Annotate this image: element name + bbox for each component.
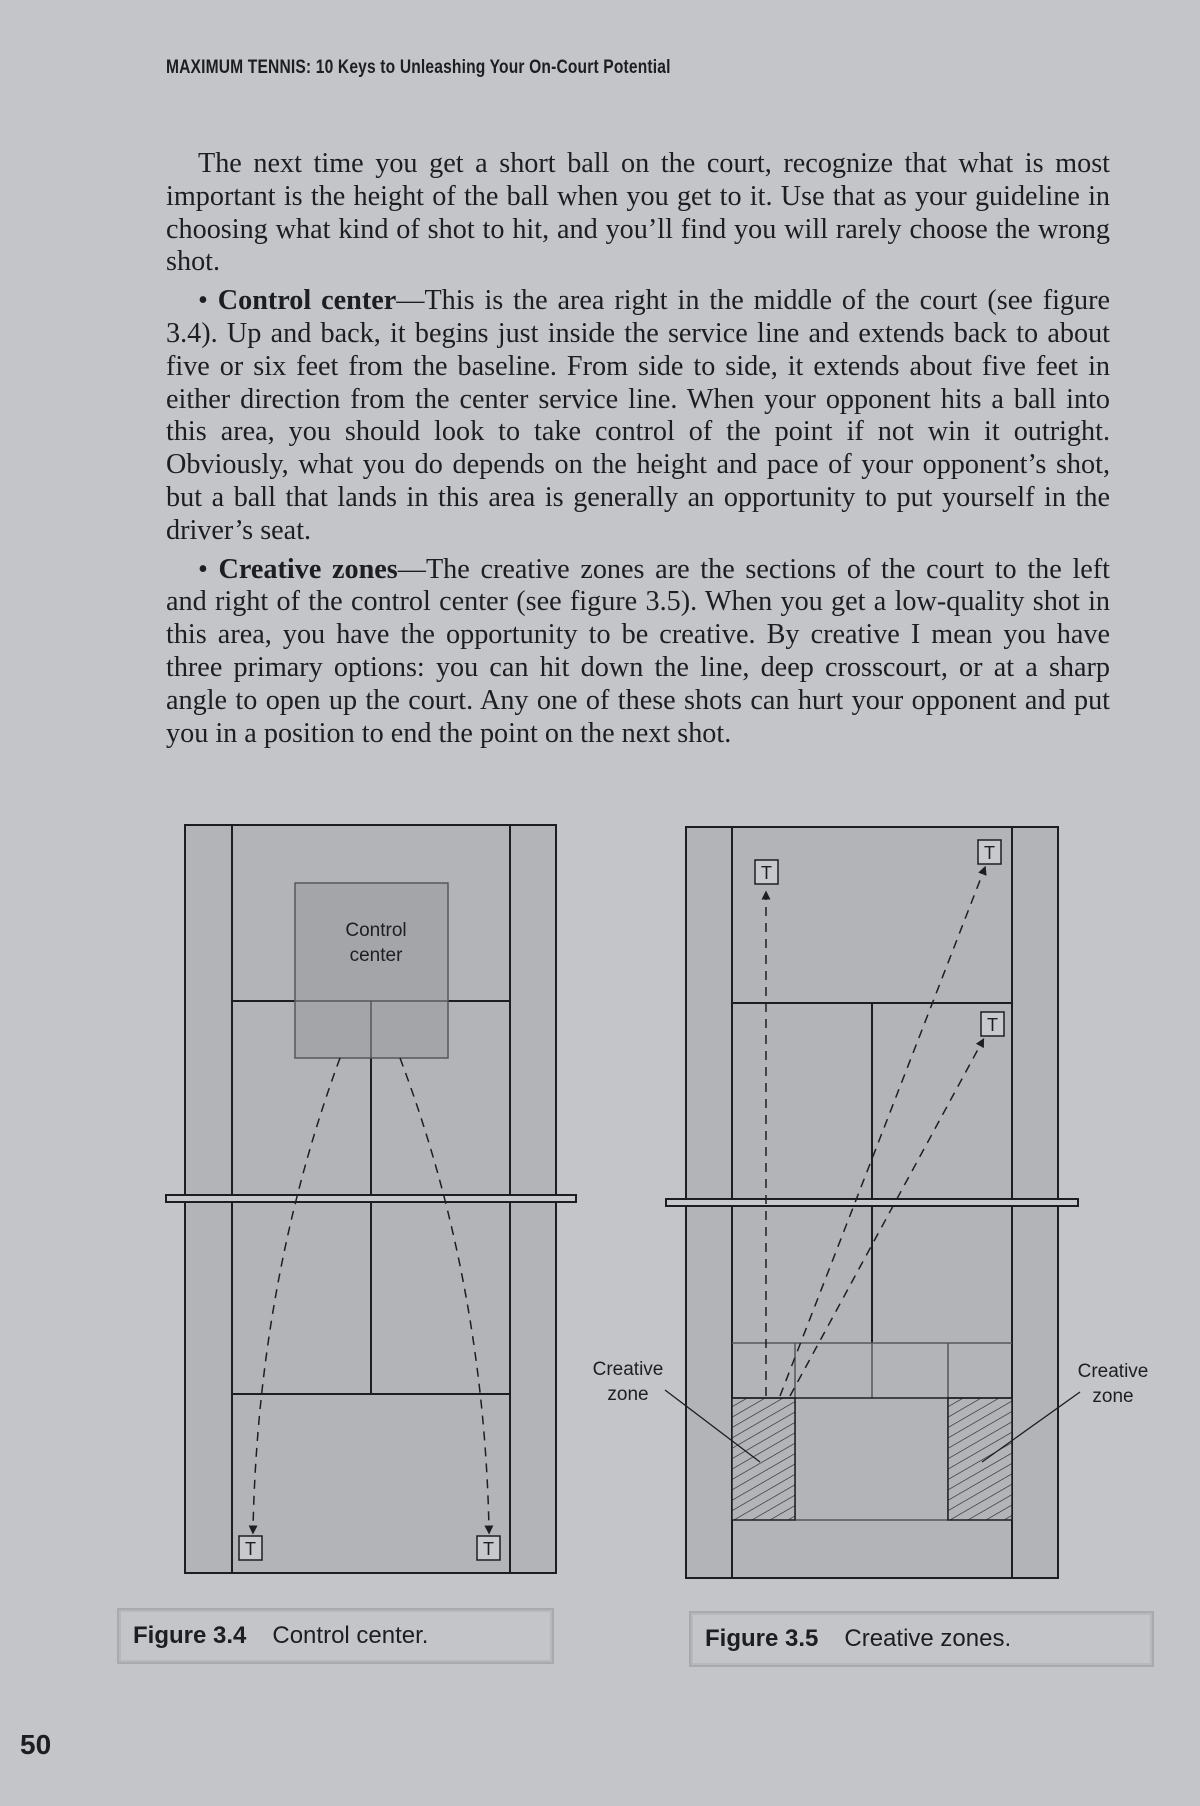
target-box bbox=[755, 860, 778, 884]
creative-zone-label-right-line1: Creative bbox=[1077, 1361, 1149, 1382]
caption-label: Figure 3.5 bbox=[705, 1625, 819, 1652]
svg-text:T: T bbox=[761, 863, 772, 883]
bullet-text: —This is the area right in the middle of the court (see figure 3.4). Up and back, it begins just inside the service line and extends back to about five or six feet from the baseline. From side to side, it extends about five feet in either direction from the center service line. When your opponent hits a ball into this area, you should look to take control of the point if not win it outright. Obviously, what you do depends on the height and pace of your opponent’s shot, but a ball that lands in this area is generally an opportunity to put yourself in the driver’s seat. bbox=[166, 285, 1111, 546]
creative-zone-label-right-line2: zone bbox=[1092, 1386, 1134, 1407]
running-head: MAXIMUM TENNIS: 10 Keys to Unleashing Your On-Court Potential bbox=[166, 57, 671, 78]
bullet-creative-zones: • Creative zones—The creative zones are the sections of the court to the left and right of the control center (see figure 3.5). When you get a low-quality shot in this area, you have the opportunity to be creative. By creative I mean you have three primary options: you can hit down the line, deep crosscourt, or at a sharp angle to open up the court. Any one of these shots can hurt your opponent and put you in a position to end the point on the next shot. bbox=[166, 553, 1110, 749]
bullet-term: Control center bbox=[217, 285, 397, 317]
bullet-control-center: • Control center—This is the area right in the middle of the court (see figure 3.4). Up and back, it begins just inside the service line and extends back to about five or six feet from the baseline. From side to side, it extends about five feet in either direction from the center service line. When your opponent hits a ball into this area, you should look to take control of the point if not win it outright. Obviously, what you do depends on the height and pace of your opponent’s shot, but a ball that lands in this area is generally an opportunity to put yourself in the driver’s seat. bbox=[166, 285, 1111, 546]
creative-zone-right bbox=[948, 1398, 1012, 1520]
caption-text: Control center. bbox=[272, 1622, 429, 1649]
bullet-text: —The creative zones are the sections of the court to the left and right of the control center (see figure 3.5). When you get a low-quality shot in this area, you have the opportunity to be creative. By creative I mean you have three primary options: you can hit down the line, deep crosscourt, or at a sharp angle to open up the court. Any one of these shots can hurt your opponent and put you in a position to end the point on the next shot. bbox=[166, 553, 1110, 749]
caption-label: Figure 3.4 bbox=[133, 1622, 247, 1649]
bullet-term: Creative zones bbox=[218, 553, 398, 585]
page-number: 50 bbox=[20, 1729, 52, 1760]
svg-text:T: T bbox=[984, 843, 995, 863]
creative-zone-left bbox=[732, 1398, 795, 1520]
control-center-label-line1: Control bbox=[345, 920, 407, 941]
target-box bbox=[981, 1012, 1004, 1036]
creative-zone-label-left-line2: zone bbox=[607, 1384, 649, 1405]
svg-text:T: T bbox=[245, 1539, 256, 1559]
paragraph-intro: The next time you get a short ball on the court, recognize that what is most important is the height of the ball when you get to it. Use that as your guideline in choosing what kind of shot to hit, and you’ll find you will rarely choose the wrong shot. bbox=[166, 148, 1110, 278]
creative-zone-label-left-line1: Creative bbox=[592, 1359, 664, 1380]
control-center-label-line2: center bbox=[349, 945, 403, 966]
target-box bbox=[239, 1536, 262, 1560]
figure-3-5-caption bbox=[689, 1611, 1154, 1667]
figure-3-4-caption bbox=[117, 1608, 554, 1664]
svg-text:T: T bbox=[483, 1539, 494, 1559]
figure-3-5-court bbox=[666, 827, 1078, 1578]
target-box bbox=[477, 1536, 500, 1560]
target-box bbox=[978, 840, 1001, 864]
svg-text:T: T bbox=[987, 1015, 998, 1035]
caption-text: Creative zones. bbox=[844, 1625, 1012, 1652]
